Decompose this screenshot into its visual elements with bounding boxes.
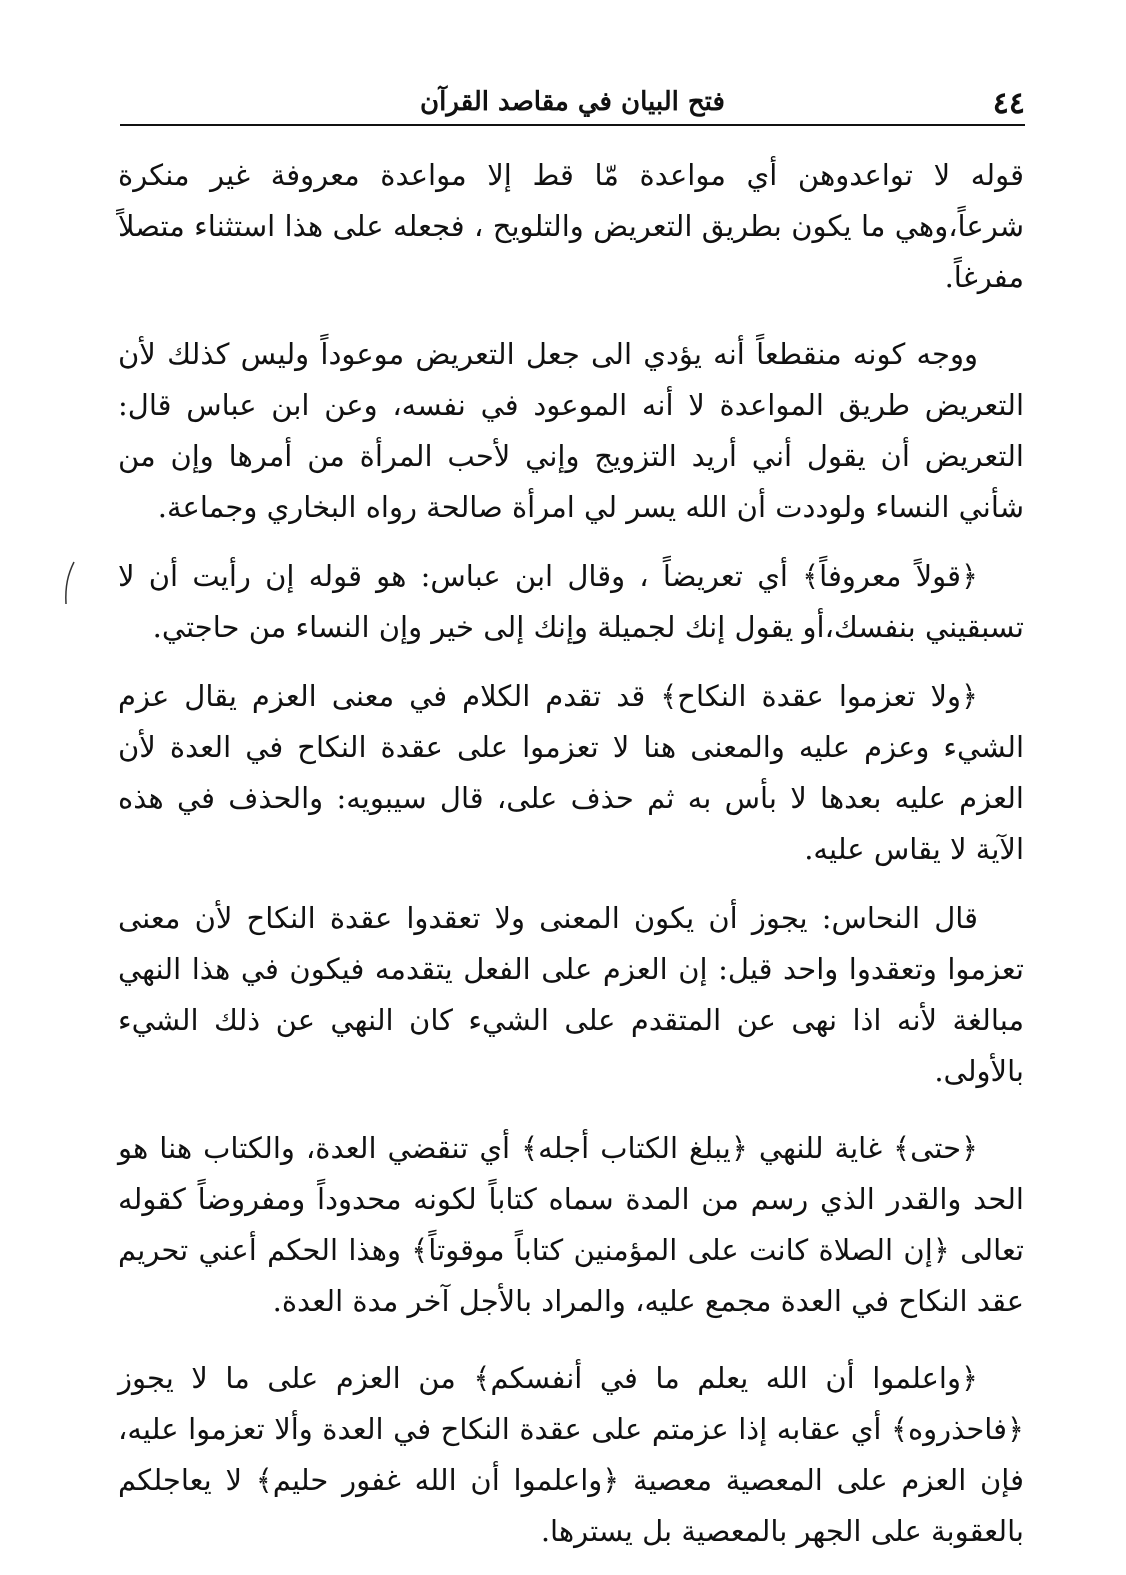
paragraph-3: ﴿قولاً معروفاً﴾ أي تعريضاً ، وقال ابن عباس: هو قوله إن رأيت أن لا تسبقيني بنفسك،أو يقول إنك لجميلة وإنك إلى خير وإن النساء من حاجتي. — [118, 559, 1024, 644]
body-text — [118, 150, 1024, 1575]
paragraph-4: ﴿ولا تعزموا عقدة النكاح﴾ قد تقدم الكلام في معنى العزم يقال عزم الشيء وعزم عليه والمعنى هنا لا تعزموا على عقدة النكاح في العدة لأن العزم عليه بعدها لا بأس به ثم حذف على، قال سيبويه: والحذف في هذه الآية لا يقاس عليه. — [118, 679, 1024, 866]
paragraph-2: ووجه كونه منقطعاً أنه يؤدي الى جعل التعريض موعوداً وليس كذلك لأن التعريض طريق المواعدة لا أنه الموعود في نفسه، وعن ابن عباس قال: التعريض أن يقول أني أريد التزويج وإني لأحب المرأة من أمرها وإن من شأني النساء ولوددت أن الله يسر لي امرأة صالحة رواه البخاري وجماعة. — [118, 337, 1024, 524]
running-title: فتح البيان في مقاصد القرآن — [420, 87, 725, 117]
paragraph-6: ﴿حتى﴾ غاية للنهي ﴿يبلغ الكتاب أجله﴾ أي تنقضي العدة، والكتاب هنا هو الحد والقدر الذي رسم من المدة سماه كتاباً لكونه محدوداً ومفروضاً كقوله تعالى ﴿إن الصلاة كانت على المؤمنين كتاباً موقوتاً﴾ وهذا الحكم أعني تحريم عقد النكاح في العدة مجمع عليه، والمراد بالأجل آخر مدة العدة. — [118, 1131, 1024, 1318]
margin-pencil-mark — [60, 560, 80, 606]
paragraph-1: قوله لا تواعدوهن أي مواعدة مّا قط إلا مواعدة معروفة غير منكرة شرعاً،وهي ما يكون بطريق التعريض والتلويح ، فجعله على هذا استثناء متصلاً مفرغاً. — [118, 158, 1024, 294]
paragraph-5: قال النحاس: يجوز أن يكون المعنى ولا تعقدوا عقدة النكاح لأن معنى تعزموا وتعقدوا واحد قيل: إن العزم على الفعل يتقدمه فيكون في هذا النهي مبالغة لأنه اذا نهى عن المتقدم على الشيء كان النهي عن ذلك الشيء بالأولى. — [118, 901, 1024, 1088]
paragraph-7: ﴿واعلموا أن الله يعلم ما في أنفسكم﴾ من العزم على ما لا يجوز ﴿فاحذروه﴾ أي عقابه إذا عزمتم على عقدة النكاح في العدة وألا تعزموا عليه، فإن العزم على المعصية معصية ﴿واعلموا أن الله غفور حليم﴾ لا يعاجلكم بالعقوبة على الجهر بالمعصية بل يسترها. — [118, 1361, 1024, 1548]
page-header — [120, 78, 1025, 124]
page-number: ٤٤ — [992, 86, 1025, 121]
header-rule — [120, 124, 1025, 126]
